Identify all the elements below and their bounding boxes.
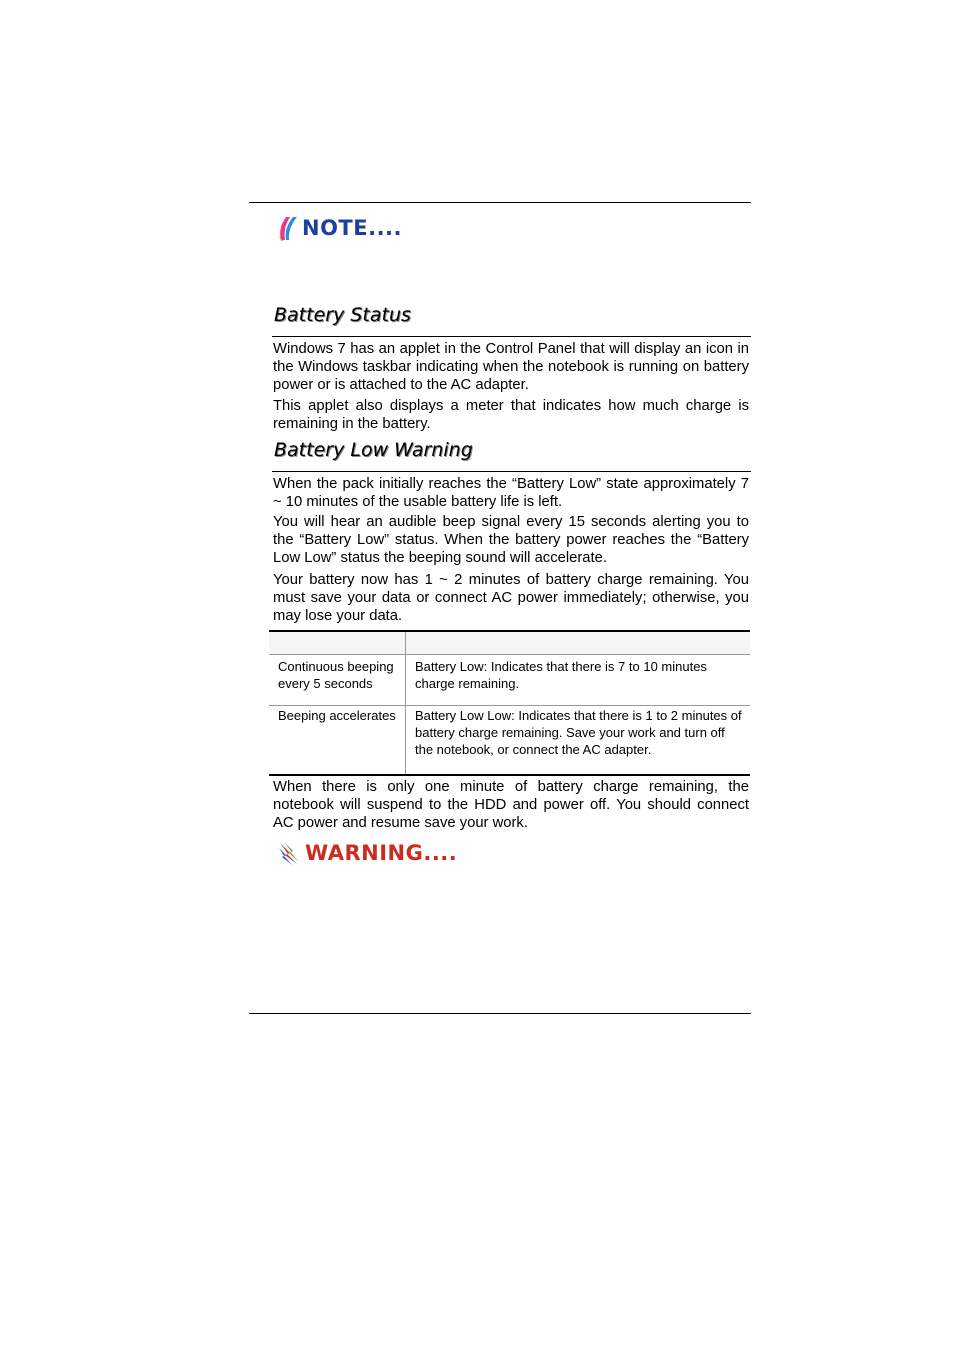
beep-signal-table bbox=[269, 630, 750, 776]
table-cell-meaning: Battery Low: Indicates that there is 7 to 10 minutes charge remaining. bbox=[415, 659, 707, 691]
battery-low-paragraph-2: You will hear an audible beep signal every 15 seconds alerting you to the “Battery Low” status. When the battery power reaches the “Battery Low Low” status the beeping sound will accelerate. bbox=[273, 514, 749, 567]
top-rule bbox=[249, 202, 751, 203]
battery-status-paragraph-2: This applet also displays a meter that indicates how much charge is remaining in the battery. bbox=[273, 398, 749, 433]
table-header-signal bbox=[269, 631, 406, 655]
battery-status-heading: Battery Status bbox=[274, 304, 411, 326]
battery-status-paragraph-1: Windows 7 has an applet in the Control Panel that will display an icon in the Windows taskbar indicating when the notebook is running on battery power or is attached to the AC adapter. bbox=[273, 341, 749, 394]
battery-low-warning-rule bbox=[272, 471, 751, 472]
table-row bbox=[269, 706, 750, 776]
closing-paragraph: When there is only one minute of battery charge remaining, the notebook will suspend to the HDD and power off. You should connect AC power and resume save your work. bbox=[273, 779, 749, 832]
note-label: NOTE.... bbox=[302, 216, 403, 240]
battery-low-paragraph-3: Your battery now has 1 ~ 2 minutes of battery charge remaining. You must save your data or connect AC power immediately; otherwise, you may lose your data. bbox=[273, 572, 749, 625]
table-header-row bbox=[269, 631, 750, 655]
battery-low-paragraph-1: When the pack initially reaches the “Battery Low” state approximately 7 ~ 10 minutes of the usable battery life is left. bbox=[273, 476, 749, 511]
note-icon bbox=[276, 214, 302, 242]
bottom-rule bbox=[249, 1013, 751, 1014]
table-cell-signal: Continuous beeping every 5 seconds bbox=[269, 655, 406, 706]
warning-icon bbox=[278, 840, 302, 866]
table-row bbox=[269, 655, 750, 706]
table-cell-meaning: Battery Low Low: Indicates that there is 1 to 2 minutes of battery charge remaining. Save your work and turn off the notebook, or connect the AC adapter. bbox=[406, 706, 751, 776]
warning-badge bbox=[278, 840, 457, 866]
warning-label: WARNING.... bbox=[305, 841, 458, 865]
table-header-meaning bbox=[406, 631, 751, 655]
table-cell-signal: Beeping accelerates bbox=[269, 706, 406, 776]
battery-low-warning-heading: Battery Low Warning bbox=[274, 439, 473, 461]
battery-status-rule bbox=[272, 336, 751, 337]
note-badge bbox=[276, 214, 402, 242]
